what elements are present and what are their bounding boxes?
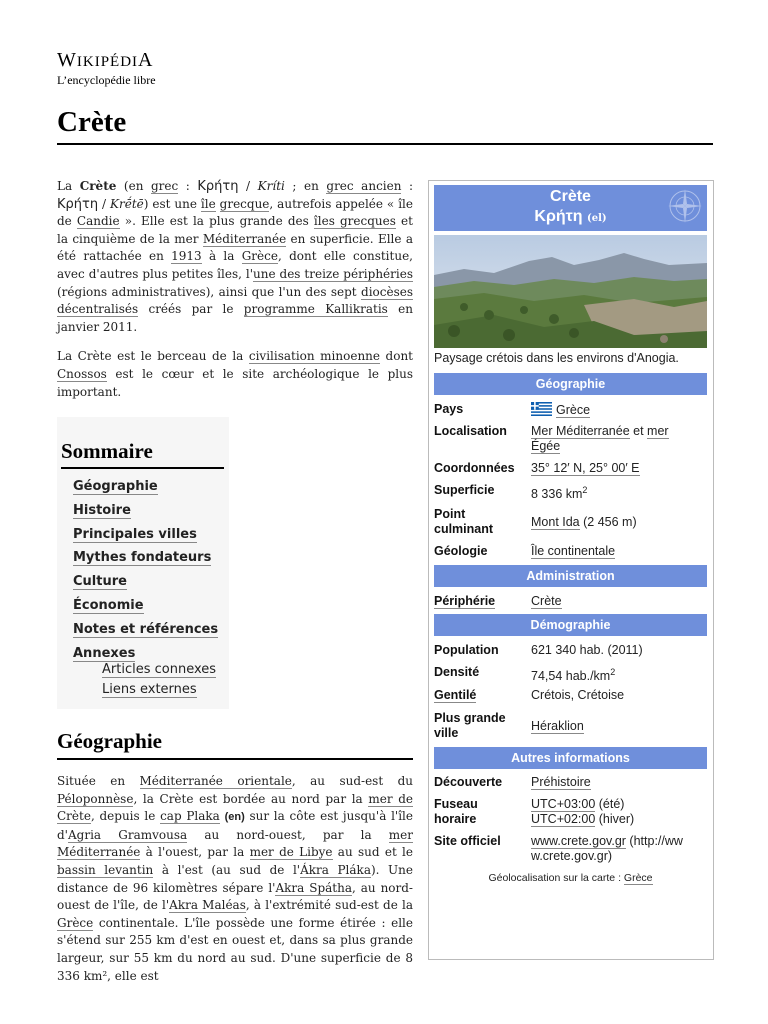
infobox-section-autres: Autres informations <box>434 747 707 769</box>
text-run: en janvier 2011. <box>57 302 413 334</box>
text-run: (en <box>116 179 151 193</box>
logo-subtitle: L’encyclopédie libre <box>57 73 156 87</box>
text-run: à l'est (au sud de l' <box>153 862 301 877</box>
text-run: , au sud-est du <box>291 774 413 788</box>
section-heading-geographie: Géographie <box>57 729 162 753</box>
toc-item-mythes-fondateurs[interactable]: Mythes fondateurs <box>73 550 212 566</box>
lead-section <box>57 178 413 413</box>
logo-title: WIKIPÉDIA <box>57 49 154 71</box>
text-run: ; en <box>284 179 327 193</box>
infobox-header <box>434 185 707 231</box>
text-run: : <box>401 179 414 193</box>
infobox-section-geographie: Géographie <box>434 373 707 395</box>
text-run: à la <box>201 249 242 264</box>
text-run: ». Elle est la plus grande des <box>119 214 314 229</box>
bold-term: Crète <box>79 179 117 193</box>
infobox-section-demographie: Démographie <box>434 614 707 636</box>
title-divider <box>57 143 713 145</box>
text-run: en superficie. Elle a été rattachée en <box>57 231 413 264</box>
decouverte-label: Découverte <box>434 775 503 789</box>
peripherie-value[interactable]: Crète <box>531 594 562 608</box>
lead-paragraph-2 <box>57 348 413 401</box>
point-culminant-value: Mont Ida (2 456 m) <box>531 515 637 529</box>
superficie-label: Superficie <box>434 483 495 497</box>
text-run: , au nord-ouest de l'île, de l' <box>57 880 413 913</box>
text-run: et la cinquième de la mer <box>57 214 413 246</box>
toc-list <box>73 475 218 665</box>
geologie-value[interactable]: Île continentale <box>531 544 616 558</box>
infobox-title-greek: Κρήτη (el) <box>534 208 607 225</box>
link-utc-3[interactable]: UTC+03:00 <box>531 797 596 811</box>
inline-link[interactable]: Grèce <box>57 915 94 930</box>
inline-link[interactable]: Akra Spátha <box>275 880 352 895</box>
link-mer-egee[interactable]: mer <box>647 424 669 438</box>
inline-link[interactable]: Agria Gramvousa <box>67 827 188 842</box>
toc-title: Sommaire <box>61 439 153 463</box>
toc-item-notes-references[interactable]: Notes et références <box>73 621 219 637</box>
text-run: créés par le <box>138 302 244 317</box>
text-run: , dont elle constitue, avec d'autres plus petites îles, l' <box>57 249 413 281</box>
geolocation-note: Géolocalisation sur la carte : Grèce <box>488 872 653 884</box>
infobox-section-administration: Administration <box>434 565 707 587</box>
inline-link[interactable]: bassin levantin <box>57 862 154 877</box>
toc-divider <box>61 467 224 469</box>
inline-link[interactable]: Péloponnèse <box>57 791 134 806</box>
inline-link[interactable]: Méditerranée <box>202 231 287 246</box>
text-run: ). Une distance de 96 kilomètres sépare l' <box>57 862 413 895</box>
text-run: : <box>178 179 198 193</box>
toc-subitem-liens-externes[interactable]: Liens externes <box>102 682 197 697</box>
language-marker[interactable]: (en) <box>224 811 245 824</box>
text-run: dont <box>380 349 414 364</box>
toc-item-principales-villes[interactable]: Principales villes <box>73 526 197 542</box>
inline-link[interactable]: civilisation minoenne <box>248 349 381 364</box>
inline-link[interactable]: Akra Maléas <box>169 898 246 913</box>
point-culminant-label: Point culminant <box>434 507 494 536</box>
gentile-label[interactable]: Gentilé <box>434 688 477 702</box>
inline-link[interactable]: mer de Crète <box>57 791 413 824</box>
infobox <box>428 180 714 960</box>
text-run: , à l'extrémité sud-est de la <box>245 898 413 913</box>
text-run: continentale. L'île possède une forme étirée : elle s'étend sur 255 km d'est en ouest et, dans sa plus grande largeur, sur 55 km du nord au sud. D'une superficie de 8 336 km², elle est <box>57 915 413 983</box>
plus-grande-ville-value[interactable]: Héraklion <box>531 719 584 733</box>
greece-flag-icon <box>531 402 552 416</box>
population-label: Population <box>434 643 499 657</box>
coordonnees-label: Coordonnées <box>434 461 515 475</box>
densite-label: Densité <box>434 665 480 679</box>
lead-paragraph-1 <box>57 178 413 336</box>
toc-item-culture[interactable]: Culture <box>73 574 127 590</box>
text-run: (régions administratives), ainsi que l'un des sept <box>57 284 362 299</box>
link-carte-grece[interactable]: Grèce <box>623 872 653 884</box>
text-run: , depuis le <box>90 809 161 824</box>
plus-grande-ville-label: Plus grande ville <box>434 711 506 740</box>
text-run: La <box>57 179 80 193</box>
inline-link[interactable]: Cnossos <box>57 366 107 381</box>
link-mer-egee-2[interactable]: Égée <box>531 439 561 453</box>
text-run: ) est une <box>143 196 201 211</box>
inline-link[interactable]: îles grecques <box>313 214 396 229</box>
landscape-photo[interactable] <box>434 235 707 348</box>
peripherie-label[interactable]: Périphérie <box>434 594 496 608</box>
greek-text: Κρήτη <box>57 196 99 212</box>
site-officiel-value[interactable]: www.crete.gov.gr (http://ww w.crete.gov.gr) <box>531 834 683 863</box>
inline-link[interactable]: grec <box>151 179 179 193</box>
toc-item-annexes[interactable]: Annexes <box>73 645 136 661</box>
localisation-label: Localisation <box>434 424 507 438</box>
decouverte-value[interactable]: Préhistoire <box>531 775 591 789</box>
inline-link[interactable]: Méditerranée orientale <box>139 774 292 788</box>
inline-link[interactable]: cap Plaka <box>160 809 220 824</box>
toc-item-economie[interactable]: Économie <box>73 597 144 613</box>
transliteration: Krḗtē <box>110 196 144 211</box>
text-run: , autrefois appelée « île de <box>57 196 413 229</box>
text-run: La Crète est le berceau de la <box>57 349 249 364</box>
geologie-label: Géologie <box>434 544 488 558</box>
transliteration: Kríti <box>257 179 285 193</box>
inline-link[interactable]: programme Kallikratis <box>243 302 388 317</box>
inline-link[interactable]: Ákra Pláka <box>300 862 371 877</box>
toc-subitem-articles-connexes[interactable]: Articles connexes <box>102 662 217 677</box>
pays-label: Pays <box>434 402 464 416</box>
text-run: au nord-ouest, par la <box>187 827 389 842</box>
inline-link[interactable]: grec ancien <box>326 179 402 193</box>
fuseau-horaire-value: UTC+03:00 (été) UTC+02:00 (hiver) <box>531 797 635 826</box>
population-value: 621 340 hab. (2011) <box>531 643 643 657</box>
gentile-value: Crétois, Crétoise <box>531 688 625 702</box>
toc-item-geographie[interactable]: Géographie <box>73 479 158 494</box>
inline-link[interactable]: île <box>200 196 216 211</box>
infobox-title: Crète <box>550 188 591 205</box>
toc-sublist <box>102 660 216 700</box>
inline-link[interactable]: mer de Libye <box>249 845 333 860</box>
text-run: / <box>238 179 258 193</box>
compass-rose-icon <box>667 188 703 224</box>
coordonnees-value[interactable]: 35° 12′ N, 25° 00′ E <box>531 461 640 475</box>
inline-link[interactable]: Candie <box>76 214 120 229</box>
toc-item-histoire[interactable]: Histoire <box>73 502 131 518</box>
text-run: à l'ouest, par la <box>140 845 250 860</box>
link-utc-2[interactable]: UTC+02:00 <box>531 812 596 826</box>
text-run: / <box>98 196 111 211</box>
photo-caption: Paysage crétois dans les environs d'Anogia. <box>434 351 679 365</box>
inline-link[interactable]: 1913 <box>171 249 202 264</box>
link-mer-mediterranee[interactable]: Mer Méditerranée <box>531 424 630 438</box>
inline-link[interactable]: diocèses décentralisés <box>57 284 413 317</box>
text-run: sur la côte est jusqu'à l'île d' <box>57 809 413 842</box>
wikipedia-logo[interactable] <box>57 50 156 87</box>
densite-value: 74,54 $hab./km^2$ <box>531 667 616 684</box>
page-title: Crète <box>57 106 127 138</box>
text-run: , la Crète est bordée au nord par la <box>133 791 369 806</box>
pays-value <box>531 402 707 418</box>
greek-text: Κρήτη <box>197 179 239 194</box>
inline-link[interactable]: une des treize périphéries <box>253 266 413 281</box>
pays-link[interactable]: Grèce <box>556 403 591 417</box>
link-mont-ida[interactable]: Mont Ida <box>531 515 580 529</box>
inline-link[interactable]: Grèce <box>241 249 278 264</box>
site-officiel-label: Site officiel <box>434 834 501 848</box>
text-run: est le cœur et le site archéologique le plus important. <box>57 366 413 399</box>
text-run: Située en <box>57 774 140 788</box>
text-run: au sud et le <box>332 845 413 860</box>
localisation-value: Mer Méditerranée et mer Égée <box>531 424 669 453</box>
inline-link[interactable]: grecque <box>219 196 270 211</box>
geography-paragraph <box>57 773 414 983</box>
fuseau-horaire-label: Fuseau horaire <box>434 797 478 826</box>
section-divider <box>57 758 413 760</box>
superficie-value: 8 336 $km^2$ <box>531 485 588 502</box>
inline-link[interactable]: mer Méditerranée <box>57 827 414 860</box>
table-of-contents <box>57 417 229 709</box>
